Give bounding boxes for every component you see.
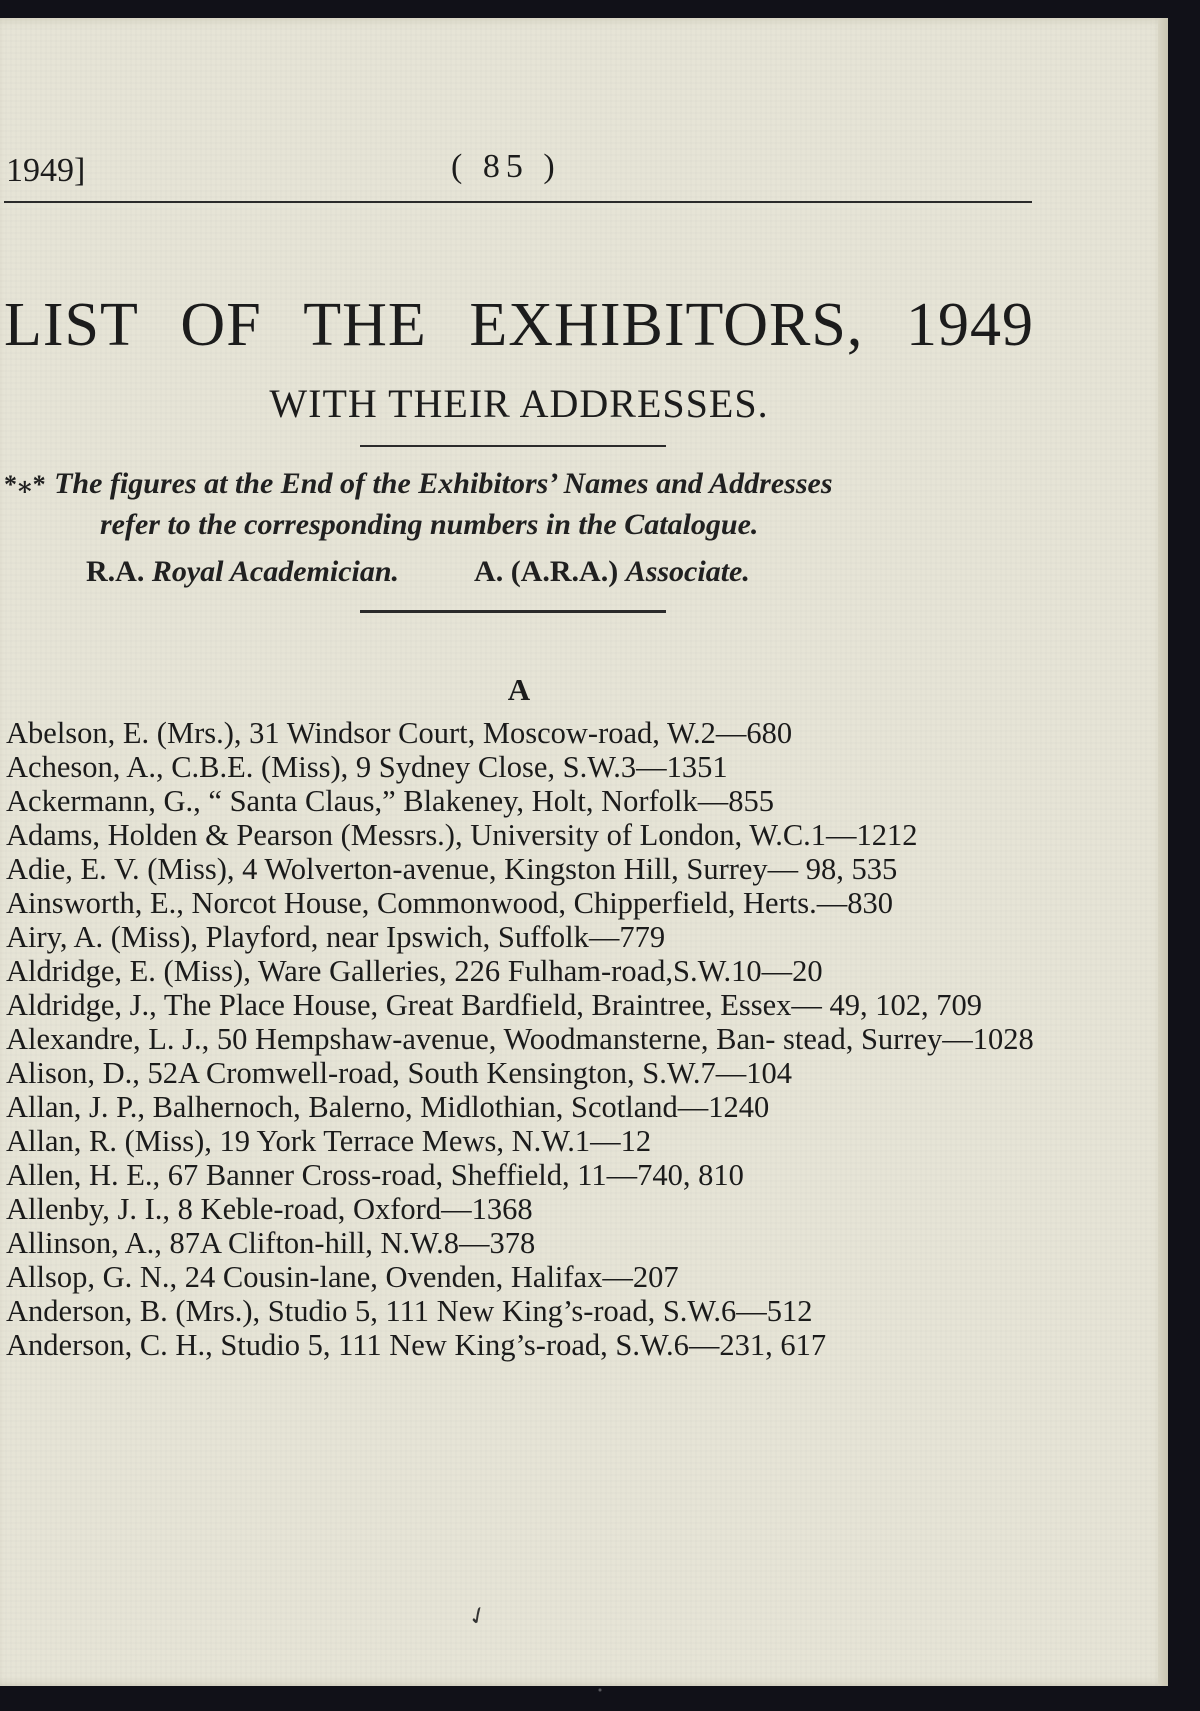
running-head-year: 1949] (6, 152, 86, 189)
list-item: Adams, Holden & Pearson (Messrs.), University of London, W.C.1—1212 (6, 818, 918, 852)
list-item: Allinson, A., 87A Clifton-hill, N.W.8—378 (6, 1226, 536, 1260)
ara-abbr: A. (A.R.A.) (474, 555, 619, 588)
list-item: Aldridge, E. (Miss), Ware Galleries, 226 Fulham-road,S.W.10—20 (6, 954, 823, 988)
page-edge (1158, 18, 1168, 1686)
asterism-icon: *⁎* (4, 470, 47, 499)
list-item: Anderson, B. (Mrs.), Studio 5, 111 New King’s-road, S.W.6—512 (6, 1294, 813, 1328)
ra-abbr: R.A. (86, 555, 145, 588)
catalogue-note (4, 464, 1038, 545)
note-line-1 (4, 464, 1038, 505)
page-subtitle: WITH THEIR ADDRESSES. (269, 381, 769, 426)
note-line-1-text: The figures at the End of the Exhibitors’ Names and Addresses (54, 467, 833, 500)
list-item: Allen, H. E., 67 Banner Cross-road, Sheffield, 11—740, 810 (6, 1158, 744, 1192)
abbreviation-key (86, 552, 986, 592)
page-title: LIST OF THE EXHIBITORS, 1949 (4, 291, 1034, 359)
note-line-2: refer to the corresponding numbers in the Catalogue. (100, 508, 759, 541)
list-item: Airy, A. (Miss), Playford, near Ipswich, Suffolk—779 (6, 920, 666, 954)
list-item: Abelson, E. (Mrs.), 31 Windsor Court, Moscow-road, W.2—680 (6, 716, 793, 750)
exhibitor-list (6, 716, 1038, 1362)
list-item: Allsop, G. N., 24 Cousin-lane, Ovenden, Halifax—207 (6, 1260, 679, 1294)
list-item: Allenby, J. I., 8 Keble-road, Oxford—1368 (6, 1192, 533, 1226)
list-item: Ackermann, G., “ Santa Claus,” Blakeney, Holt, Norfolk—855 (6, 784, 774, 818)
list-item: Alison, D., 52A Cromwell-road, South Kensington, S.W.7—104 (6, 1056, 792, 1090)
title-rule (360, 445, 666, 447)
header-rule (4, 201, 1032, 203)
ara-term: Associate. (625, 555, 750, 588)
list-item: Anderson, C. H., Studio 5, 111 New King’s-road, S.W.6—231, 617 (6, 1328, 827, 1362)
list-item: Ainsworth, E., Norcot House, Commonwood, Chipperfield, Herts.—830 (6, 886, 893, 920)
note-rule (360, 610, 666, 613)
list-item: Acheson, A., C.B.E. (Miss), 9 Sydney Close, S.W.3—1351 (6, 750, 728, 784)
list-item: Allan, J. P., Balhernoch, Balerno, Midlothian, Scotland—1240 (6, 1090, 770, 1124)
list-item: Alexandre, L. J., 50 Hempshaw-avenue, Woodmansterne, Ban- stead, Surrey—1028 (6, 1022, 1034, 1056)
running-head (6, 146, 1032, 196)
section-letter: A (507, 672, 531, 707)
book-page (0, 18, 1168, 1686)
list-item: Aldridge, J., The Place House, Great Bardfield, Braintree, Essex— 49, 102, 709 (6, 988, 983, 1022)
page-number: ( 85 ) (451, 148, 561, 185)
list-item: Adie, E. V. (Miss), 4 Wolverton-avenue, Kingston Hill, Surrey— 98, 535 (6, 852, 898, 886)
ra-term: Royal Academician. (151, 555, 400, 588)
pencil-tick-mark: ✓ (463, 1600, 493, 1633)
list-item: Allan, R. (Miss), 19 York Terrace Mews, N.W.1—12 (6, 1124, 652, 1158)
